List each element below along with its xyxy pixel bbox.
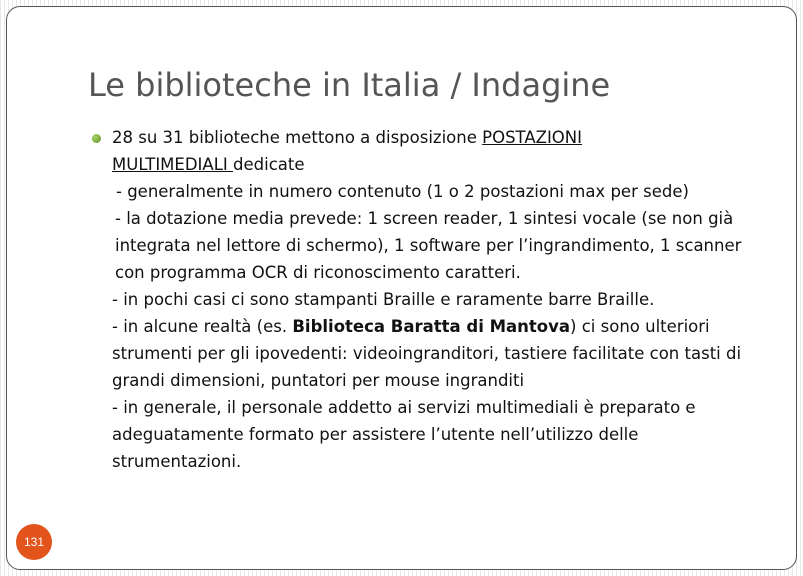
paragraph-staff: - in generale, il personale addetto ai servizi multimediali è preparato e adeguatamente formato per assistere l’utente nell’utilizzo delle strumentazioni.: [112, 398, 696, 471]
main-bullet-item: [92, 124, 760, 178]
page-number-badge: 131: [16, 524, 52, 560]
postazioni-multimediali-link-part1[interactable]: POSTAZIONI: [482, 128, 583, 147]
paragraph-quantity: - generalmente in numero contenuto (1 o 2 postazioni max per sede): [116, 182, 689, 201]
slide-title: Le biblioteche in Italia / Indagine: [88, 66, 611, 104]
paragraph-additional-tools-before: - in alcune realtà (es.: [112, 317, 293, 336]
paragraph-additional-tools: [92, 313, 760, 394]
bullet-text-after: dedicate: [233, 155, 305, 174]
bullet-text-before: 28 su 31 biblioteche mettono a disposizione: [112, 128, 483, 147]
slide-body: [92, 124, 760, 475]
paragraph-equipment: - la dotazione media prevede: 1 screen reader, 1 sintesi vocale (se non già integrata nel lettore di schermo), 1 software per l’ingrandimento, 1 scanner con programma OCR di riconoscimento caratteri.: [115, 209, 742, 282]
bullet-icon: [92, 134, 101, 143]
library-name-bold: Biblioteca Baratta di Mantova: [292, 317, 571, 336]
paragraph-additional-tools-after: ) ci sono ulteriori strumenti per gli ipovedenti: videoingranditori, tastiere facilitate con tasti di grandi dimensioni, puntatori per mouse ingranditi: [112, 317, 742, 390]
paragraph-braille: - in pochi casi ci sono stampanti Braille e raramente barre Braille.: [112, 290, 655, 309]
postazioni-multimediali-link-part2[interactable]: MULTIMEDIALI: [112, 155, 234, 174]
